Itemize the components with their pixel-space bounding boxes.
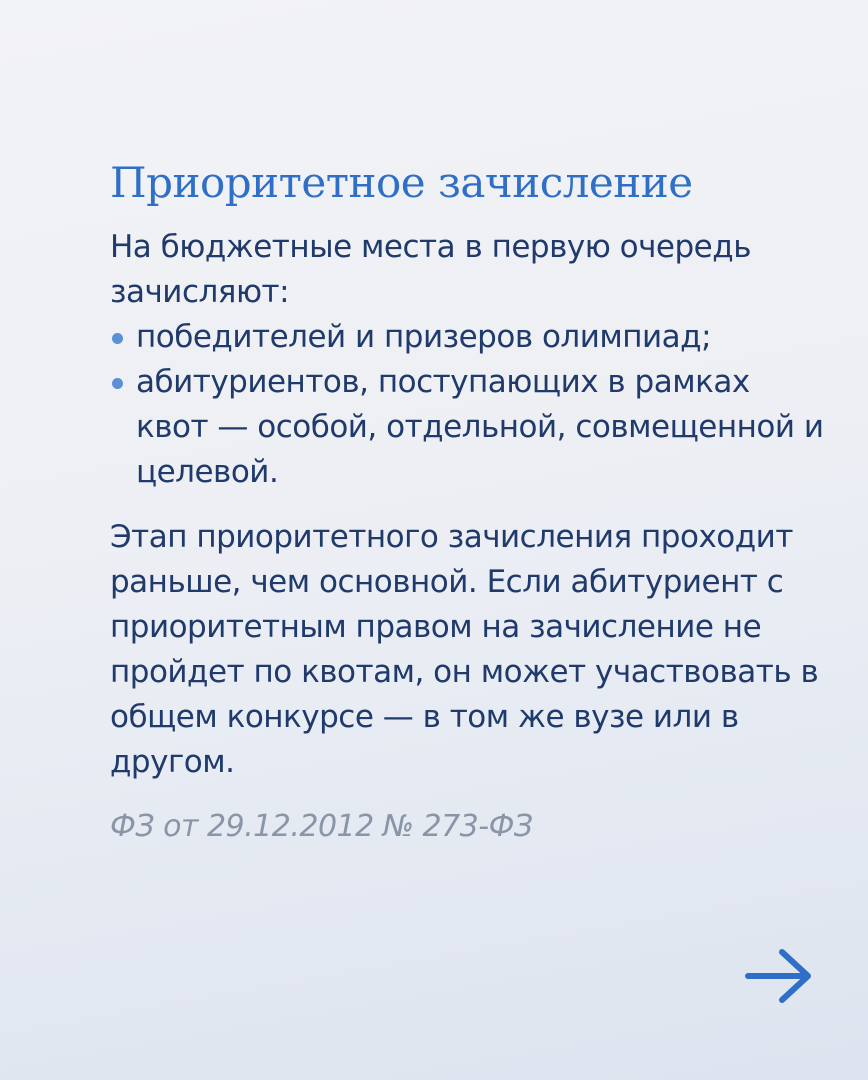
bullet-icon [112,333,123,344]
bullet-list [110,315,830,495]
bullet-text: абитуриентов, поступающих в рамках квот — особой, отдельной, совмещенной и целевой. [136,364,824,490]
body-paragraph: Этап приоритетного зачисления проходит раньше, чем основной. Если абитуриент с приоритетным правом на зачисление не пройдет по квотам, он может участвовать в общем конкурсе — в том же вузе или в другом. [110,519,819,780]
slide-title: Приоритетное зачисление [110,158,693,207]
next-slide-button[interactable] [744,946,814,1006]
list-item [110,360,830,495]
bullet-text: победителей и призеров олимпиад; [136,319,712,355]
content-card [110,155,830,849]
intro-text: На бюджетные места в первую очередь зачисляют: [110,229,751,310]
arrow-right-icon [744,946,814,1006]
list-item [110,315,830,360]
bullet-icon [112,378,123,389]
law-reference: ФЗ от 29.12.2012 № 273-ФЗ [110,809,533,844]
